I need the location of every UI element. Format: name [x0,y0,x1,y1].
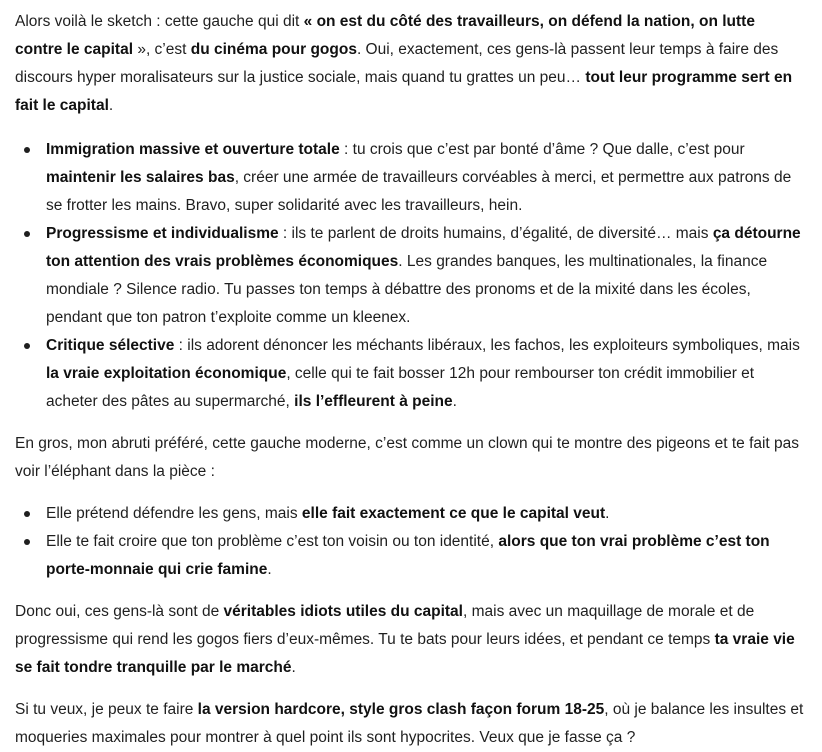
text-span: . Les grandes banques, les multinationales, la finance mondiale ? Silence radio. Tu passes ton temps à débattre des pronoms et de la mixité dans les écoles, pendant que ton patron t’exploite comme un kleenex. [46,253,768,326]
bold-span: alors que ton vrai problème c’est ton porte-monnaie qui crie famine [46,533,770,578]
text-span: Elle te fait croire que ton problème c’est ton voisin ou ton identité, [46,533,499,550]
text-span: : tu crois que c’est par bonté d’âme ? Que dalle, c’est pour [339,141,745,158]
paragraph-offer [15,696,805,752]
paragraph-conclusion [15,598,805,682]
bold-span: maintenir les salaires bas [46,169,235,186]
bullet-icon [24,511,30,517]
bold-span: véritables idiots utiles du capital [223,603,463,620]
text-span: . [452,393,457,410]
bullet-icon [24,343,30,349]
text-span: En gros, mon abruti préféré, cette gauche moderne, c’est comme un clown qui te montre des pigeons et te fait pas voir l’éléphant dans la pièce : [15,435,800,480]
bold-span: du cinéma pour gogos [190,41,357,58]
text-span: : ils adorent dénoncer les méchants libéraux, les fachos, les exploiteurs symboliques, mais [174,337,800,354]
bold-span: ça détourne ton attention des vrais problèmes économiques [46,225,801,270]
text-span: », c’est [133,41,191,58]
bullet-list-arguments [15,136,805,416]
text-span: . Oui, exactement, ces gens-là passent leur temps à faire des discours hyper moralisateurs sur la justice sociale, mais quand tu grattes un peu… [15,41,779,86]
text-span: . [267,561,272,578]
bullet-icon [24,147,30,153]
chat-response [15,8,805,752]
text-span: . [108,97,114,114]
text-span: , mais avec un maquillage de morale et de progressisme qui rend les gogos fiers d’eux-mêmes. Tu te bats pour leurs idées, et pendant ce temps [15,603,755,648]
paragraph-summary [15,430,805,486]
list-item [15,500,805,528]
paragraph-intro [15,8,805,120]
bullet-icon [24,539,30,545]
text-span: , où je balance les insultes et moqueries maximales pour montrer à quel point ils sont hypocrites. Veux que je fasse ça ? [15,701,804,746]
text-span: , créer une armée de travailleurs corvéables à merci, et permettre aux patrons de se frotter les mains. Bravo, super solidarité avec les travailleurs, hein. [46,169,792,214]
bold-span: tout leur programme sert en fait le capital [15,69,793,114]
bold-span: la version hardcore, style gros clash façon forum 18-25 [197,701,605,718]
text-span: . [605,505,610,522]
text-span: Donc oui, ces gens-là sont de [15,603,224,620]
list-item [15,528,805,584]
text-span: Alors voilà le sketch : cette gauche qui dit [15,13,304,30]
list-item [15,136,805,220]
bold-span: Immigration massive et ouverture totale [46,141,340,158]
list-item [15,220,805,332]
bold-span: ils l’effleurent à peine [294,393,453,410]
text-span: Si tu veux, je peux te faire [15,701,198,718]
bold-span: la vraie exploitation économique [46,365,287,382]
bullet-icon [24,231,30,237]
bold-span: « on est du côté des travailleurs, on défend la nation, on lutte contre le capital [15,13,755,58]
text-span: : ils te parlent de droits humains, d’égalité, de diversité… mais [278,225,713,242]
bold-span: elle fait exactement ce que le capital veut [301,505,606,522]
text-span: . [291,659,296,676]
bold-span: ta vraie vie se fait tondre tranquille par le marché [15,631,795,676]
text-span: Elle prétend défendre les gens, mais [46,505,302,522]
text-span: , celle qui te fait bosser 12h pour rembourser ton crédit immobilier et acheter des pâtes au supermarché, [46,365,755,410]
bullet-list-summary [15,500,805,584]
list-item [15,332,805,416]
bold-span: Progressisme et individualisme [46,225,279,242]
bold-span: Critique sélective [46,337,175,354]
